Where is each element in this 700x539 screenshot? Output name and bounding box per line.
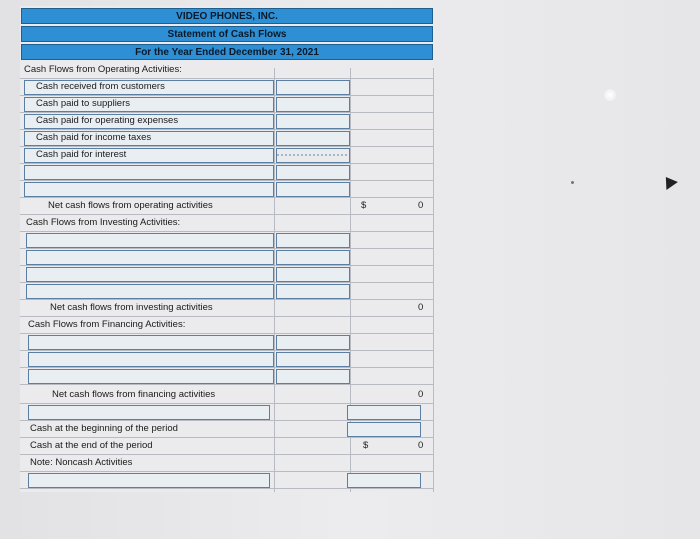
line-item-row: [20, 79, 433, 96]
line-item-row: [20, 181, 433, 198]
financing-section-label: Cash Flows from Financing Activities:: [28, 319, 186, 330]
amount-input[interactable]: [276, 284, 350, 299]
amount-input[interactable]: [276, 114, 350, 129]
line-item-row: [20, 404, 433, 421]
amount-input[interactable]: [276, 182, 350, 197]
investing-section-label: Cash Flows from Investing Activities:: [26, 217, 181, 228]
net-operating-label: Net cash flows from operating activities: [48, 200, 213, 211]
investing-item-input[interactable]: [26, 284, 274, 299]
cash-item-input[interactable]: [28, 405, 270, 420]
line-item-row: [20, 232, 433, 249]
line-item-row: [20, 249, 433, 266]
line-item-row: [20, 113, 433, 130]
company-name-header: VIDEO PHONES, INC.: [21, 8, 433, 24]
line-item-row: [20, 351, 433, 368]
amount-input[interactable]: [276, 131, 350, 146]
net-investing-value: 0: [418, 302, 424, 313]
financing-item-input[interactable]: [28, 369, 274, 384]
net-investing-row: [20, 300, 433, 317]
cash-end-label: Cash at the end of the period: [30, 440, 153, 451]
noncash-row: [20, 455, 433, 472]
amount-input[interactable]: [276, 80, 350, 95]
mouse-cursor-icon: [660, 173, 678, 190]
investing-item-input[interactable]: [26, 267, 274, 282]
statement-title-header: Statement of Cash Flows: [21, 26, 433, 42]
line-item-label: Cash paid for income taxes: [36, 132, 152, 143]
amount-input[interactable]: [276, 148, 350, 163]
net-investing-label: Net cash flows from investing activities: [50, 302, 213, 313]
period-header: For the Year Ended December 31, 2021: [21, 44, 433, 60]
amount-input[interactable]: [276, 267, 350, 282]
line-item-row: [20, 130, 433, 147]
line-item-row: [20, 283, 433, 300]
operating-section-label: Cash Flows from Operating Activities:: [24, 64, 182, 75]
cash-beginning-row: [20, 421, 433, 438]
net-financing-value: 0: [418, 389, 424, 400]
column-divider: [433, 68, 434, 492]
net-financing-row: [20, 387, 433, 404]
cash-amount-input[interactable]: [347, 405, 421, 420]
cash-end-row: [20, 438, 433, 455]
financing-section-row: [20, 317, 433, 334]
financing-item-input[interactable]: [28, 352, 274, 367]
noncash-item-input[interactable]: [28, 473, 270, 488]
financing-item-input[interactable]: [28, 335, 274, 350]
amount-input[interactable]: [276, 165, 350, 180]
line-item-row: [20, 266, 433, 283]
currency-symbol: $: [363, 440, 369, 451]
noncash-label: Note: Noncash Activities: [30, 457, 133, 468]
amount-input[interactable]: [276, 369, 350, 384]
operating-item-input[interactable]: [24, 165, 274, 180]
line-item-row: [20, 472, 433, 489]
currency-symbol: $: [361, 200, 367, 211]
amount-input[interactable]: [276, 250, 350, 265]
line-item-label: Cash paid for interest: [36, 149, 127, 160]
light-reflection: [604, 89, 616, 101]
line-item-row: [20, 147, 433, 164]
operating-section-row: [20, 62, 433, 79]
line-item-row: [20, 164, 433, 181]
amount-input[interactable]: [276, 233, 350, 248]
line-item-label: Cash paid to suppliers: [36, 98, 130, 109]
line-item-row: [20, 368, 433, 385]
investing-section-row: [20, 215, 433, 232]
net-operating-value: 0: [418, 200, 424, 211]
cash-beginning-label: Cash at the beginning of the period: [30, 423, 178, 434]
line-item-row: [20, 334, 433, 351]
line-item-row: [20, 96, 433, 113]
cash-beginning-input[interactable]: [347, 422, 421, 437]
operating-item-input[interactable]: [24, 182, 274, 197]
line-item-label: Cash paid for operating expenses: [36, 115, 179, 126]
amount-input[interactable]: [276, 352, 350, 367]
amount-input[interactable]: [276, 335, 350, 350]
cash-flow-worksheet: [20, 6, 435, 492]
noncash-amount-input[interactable]: [347, 473, 421, 488]
amount-input[interactable]: [276, 97, 350, 112]
net-financing-label: Net cash flows from financing activities: [52, 389, 216, 400]
investing-item-input[interactable]: [26, 233, 274, 248]
net-operating-row: [20, 198, 433, 215]
investing-item-input[interactable]: [26, 250, 274, 265]
line-item-label: Cash received from customers: [36, 81, 165, 92]
cash-end-value: 0: [418, 440, 424, 451]
dust-speck: [571, 181, 574, 184]
